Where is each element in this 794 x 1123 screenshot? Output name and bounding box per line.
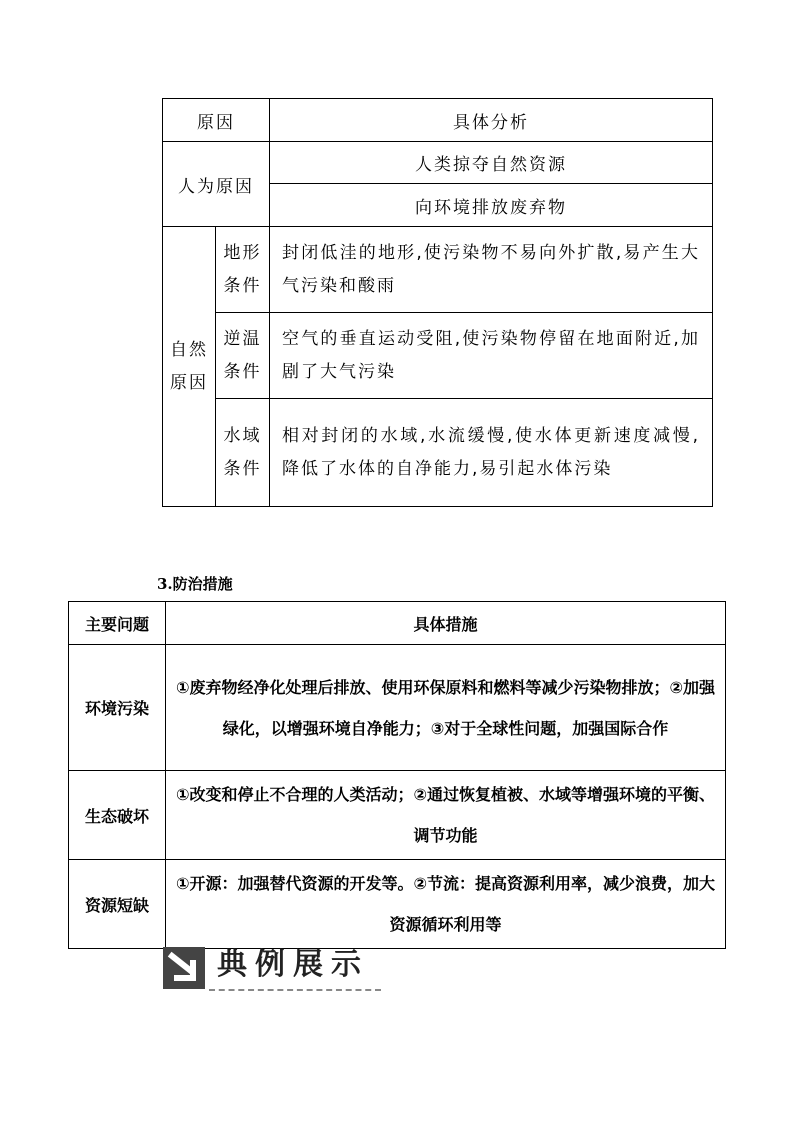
causes-table <box>162 98 713 507</box>
natural-cause-desc: 封闭低洼的地形,使污染物不易向外扩散,易产生大气污染和酸雨 <box>270 227 713 313</box>
problem-label: 资源短缺 <box>69 860 166 949</box>
chevron-right-icon <box>163 947 205 989</box>
section-heading: 3.防治措施 <box>157 575 233 593</box>
table-row <box>163 142 713 184</box>
natural-sub-cause: 逆温条件 <box>216 313 270 399</box>
problem-label: 生态破坏 <box>69 771 166 860</box>
human-cause-label: 人为原因 <box>163 142 270 227</box>
table-row <box>163 313 713 399</box>
human-cause-item: 人类掠夺自然资源 <box>270 142 713 184</box>
header-measure: 具体措施 <box>166 602 726 645</box>
human-cause-item: 向环境排放废弃物 <box>270 184 713 227</box>
table-row <box>69 645 726 771</box>
header-analysis: 具体分析 <box>270 99 713 142</box>
table-header-row <box>69 602 726 645</box>
table-row <box>163 399 713 507</box>
header-cause: 原因 <box>163 99 270 142</box>
banner-divider <box>209 989 381 991</box>
natural-cause-desc: 空气的垂直运动受阻,使污染物停留在地面附近,加剧了大气污染 <box>270 313 713 399</box>
natural-cause-label: 自然原因 <box>163 227 216 507</box>
table-header-row <box>163 99 713 142</box>
table-row <box>69 771 726 860</box>
measures-table <box>68 601 726 949</box>
example-banner <box>163 944 383 992</box>
table-row <box>69 860 726 949</box>
measure-text: ①开源：加强替代资源的开发等。②节流：提高资源利用率，减少浪费，加大资源循环利用等 <box>166 860 726 949</box>
measure-text: ①改变和停止不合理的人类活动；②通过恢复植被、水域等增强环境的平衡、调节功能 <box>166 771 726 860</box>
table-row <box>163 227 713 313</box>
banner-title: 典例展示 <box>217 947 369 982</box>
natural-sub-cause: 地形条件 <box>216 227 270 313</box>
natural-sub-cause: 水域条件 <box>216 399 270 507</box>
header-problem: 主要问题 <box>69 602 166 645</box>
natural-cause-desc: 相对封闭的水域,水流缓慢,使水体更新速度减慢,降低了水体的自净能力,易引起水体污染 <box>270 399 713 507</box>
measure-text: ①废弃物经净化处理后排放、使用环保原料和燃料等减少污染物排放；②加强绿化，以增强环境自净能力；③对于全球性问题，加强国际合作 <box>166 645 726 771</box>
problem-label: 环境污染 <box>69 645 166 771</box>
